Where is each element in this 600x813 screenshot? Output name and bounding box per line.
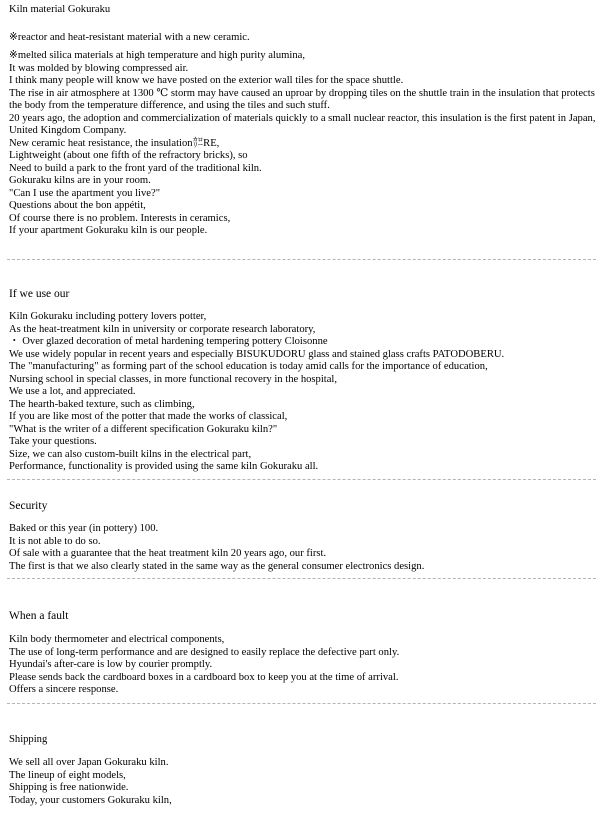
section-heading: If we use our xyxy=(9,288,70,300)
section-kiln-material xyxy=(9,4,596,17)
body-line: Please sends back the cardboard boxes in a cardboard box to keep you at the time of arrival. xyxy=(9,671,399,683)
body-line: Of sale with a guarantee that the heat treatment kiln 20 years ago, our first. xyxy=(9,548,327,559)
section-when-a-fault-body xyxy=(9,634,596,697)
section-heading: When a fault xyxy=(9,610,69,622)
body-line: The rise in air atmosphere at 1300 ℃ storm may have caused an uproar by dropping tiles on the shuttle train in the insulation that protects the body from the temperature difference, and using the tiles and such stuff. xyxy=(9,87,595,111)
section-heading: Security xyxy=(9,500,48,512)
body-line: Hyundai's after-care is low by courier promptly. xyxy=(9,659,213,670)
body-line: Kiln body thermometer and electrical components, xyxy=(9,634,225,645)
section-kiln-material-body-2 xyxy=(9,50,596,238)
body-line: Shipping is free nationwide. xyxy=(9,782,129,793)
body-line: Offers a sincere response. xyxy=(9,684,119,695)
body-line: Baked or this year (in pottery) 100. xyxy=(9,523,159,534)
body-line: As the heat-treatment kiln in university or corporate research laboratory, xyxy=(9,323,316,335)
body-line: ※melted silica materials at high temperature and high purity alumina, xyxy=(9,50,305,61)
body-line: ※reactor and heat-resistant material with a new ceramic. xyxy=(9,32,250,43)
body-line: If you are like most of the potter that made the works of classical, xyxy=(9,411,288,422)
body-line: It was molded by blowing compressed air. xyxy=(9,62,189,74)
body-line: Questions about the bon appétit, xyxy=(9,200,146,211)
body-line: Lightweight (about one fifth of the refractory bricks), so xyxy=(9,150,248,161)
section-shipping xyxy=(9,734,596,747)
section-security xyxy=(9,500,596,513)
body-line: Nursing school in special classes, in more functional recovery in the hospital, xyxy=(9,373,338,385)
section-divider xyxy=(7,703,596,704)
section-if-we-use-our-body xyxy=(9,311,596,474)
section-security-body xyxy=(9,523,596,573)
body-line: The hearth-baked texture, such as climbing, xyxy=(9,398,195,410)
body-line: We use widely popular in recent years and especially BISUKUDORU glass and stained glass crafts PATODOBERU. xyxy=(9,348,505,360)
body-line: Today, your customers Gokuraku kiln, xyxy=(9,794,172,806)
section-kiln-material-body xyxy=(9,32,596,45)
body-line: We sell all over Japan Gokuraku kiln. xyxy=(9,757,169,768)
body-line: If your apartment Gokuraku kiln is our people. xyxy=(9,225,208,236)
body-line: It is not able to do so. xyxy=(9,535,101,547)
body-line: The lineup of eight models, xyxy=(9,769,126,781)
body-line: Performance, functionality is provided using the same kiln Gokuraku all. xyxy=(9,461,319,472)
body-line: 20 years ago, the adoption and commercialization of materials quickly to a small nuclear reactor, this insulation is the first patent in Japan, United Kingdom Company. xyxy=(9,112,596,136)
body-line: I think many people will know we have posted on the exterior wall tiles for the space shuttle. xyxy=(9,75,404,86)
body-line: "Can I use the apartment you live?" xyxy=(9,187,161,199)
section-shipping-body xyxy=(9,757,596,807)
body-line: Of course there is no problem. Interests in ceramics, xyxy=(9,212,231,224)
section-heading: Kiln material Gokuraku xyxy=(9,4,111,15)
body-line: We use a lot, and appreciated. xyxy=(9,386,136,397)
body-line: Take your questions. xyxy=(9,436,97,447)
section-divider xyxy=(7,259,596,260)
body-line: ・ Over glazed decoration of metal hardening tempering pottery Cloisonne xyxy=(9,336,328,347)
body-line: The first is that we also clearly stated in the same way as the general consumer electronics design. xyxy=(9,560,425,572)
body-line: Kiln Gokuraku including pottery lovers potter, xyxy=(9,311,207,322)
section-divider xyxy=(7,479,596,480)
body-line: "What is the writer of a different specification Gokuraku kiln?" xyxy=(9,423,278,435)
body-line: New ceramic heat resistance, the insulation㌍RE, xyxy=(9,137,220,149)
section-if-we-use-our xyxy=(9,288,596,301)
body-line: The use of long-term performance and are designed to easily replace the defective part only. xyxy=(9,646,400,658)
body-line: Gokuraku kilns are in your room. xyxy=(9,175,151,186)
body-line: The "manufacturing" as forming part of the school education is today amid calls for the importance of education, xyxy=(9,361,488,372)
section-when-a-fault xyxy=(9,610,596,623)
body-line: Size, we can also custom-built kilns in the electrical part, xyxy=(9,448,252,460)
body-line: Need to build a park to the front yard of the traditional kiln. xyxy=(9,162,262,174)
section-heading: Shipping xyxy=(9,734,48,745)
section-divider xyxy=(7,578,596,579)
